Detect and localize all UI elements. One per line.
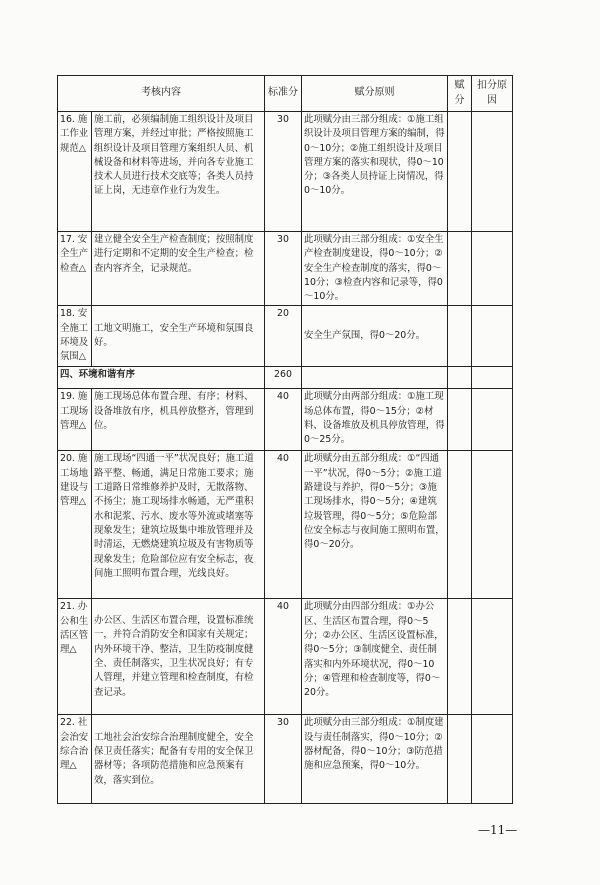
item-principle: 此项赋分由五部分组成：①“四通一平”状况，得0～5分；②施工道路建设与养护，得0～5分；③施工现场排水，得0～5分；④建筑垃圾管理，得0～5分；⑤危险部位安全标志与夜间施工照明布置，得0～20分。 [302, 451, 448, 599]
item-content: 建立健全安全生产检查制度；按照制度进行定期和不定期的安全生产检查；检查内容齐全，记录规范。 [92, 232, 265, 306]
item-content: 工地文明施工，安全生产环境和氛围良好。 [92, 306, 265, 367]
header-principle: 赋分原则 [302, 76, 448, 112]
item-deduct-reason-cell [472, 389, 513, 451]
item-name: 20. 施工场地建设与管理△ [58, 451, 92, 599]
item-standard-score: 30 [265, 232, 302, 306]
item-standard-score: 20 [265, 306, 302, 367]
header-content: 考核内容 [58, 76, 265, 112]
item-score-cell [448, 599, 472, 715]
assessment-table [57, 75, 513, 804]
item-standard-score: 30 [265, 715, 302, 804]
item-deduct-reason-cell [472, 112, 513, 232]
item-principle: 此项赋分由三部分组成：①制度建设与责任制落实，得0～10分；②器材配备，得0～10分；③防范措施和应急预案，得0～10分。 [302, 715, 448, 804]
table-row [58, 599, 513, 715]
header-deduct-reason: 扣分原因 [472, 76, 513, 112]
section-empty-cell [472, 367, 513, 389]
header-standard-score: 标准分 [265, 76, 302, 112]
table-row [58, 112, 513, 232]
item-content: 办公区、生活区布置合理，设置标准统一，并符合消防安全和国家有关规定；内外环境干净、整洁，卫生防疫制度健全、责任制落实，卫生状况良好；有专人管理，并建立管理和检查制度，有检查记录。 [92, 599, 265, 715]
item-name: 22. 社会治安综合治理△ [58, 715, 92, 804]
item-name: 16. 施工作业规范△ [58, 112, 92, 232]
table-row [58, 232, 513, 306]
table-row [58, 715, 513, 804]
item-score-cell [448, 715, 472, 804]
item-name: 18. 安全施工环境及氛围△ [58, 306, 92, 367]
item-score-cell [448, 451, 472, 599]
item-name: 19. 施工现场管理△ [58, 389, 92, 451]
item-principle: 此项赋分由两部分组成：①施工现场总体布置，得0～15分；②材料、设备堆放及机具停放管理，得0～25分。 [302, 389, 448, 451]
item-content: 施工现场总体布置合理、有序；材料、设备堆放有序，机具停放整齐，管理到位。 [92, 389, 265, 451]
item-score-cell [448, 112, 472, 232]
item-score-cell [448, 232, 472, 306]
item-score-cell [448, 306, 472, 367]
table-row [58, 389, 513, 451]
table-row [58, 306, 513, 367]
item-content: 施工前，必须编制施工组织设计及项目管理方案，并经过审批；严格按照施工组织设计及项目管理方案组织人员、机械设备和材料等进场，并向各专业施工技术人员进行技术交底等；各类人员持证上岗，无违章作业行为发生。 [92, 112, 265, 232]
item-principle: 此项赋分由四部分组成：①办公区、生活区布置合理，得0～5分；②办公区、生活区设置标准，得0～5分；③制度健全、责任制落实和内外环境状况，得0～10分；④管理和检查制度等，得0～20分。 [302, 599, 448, 715]
item-standard-score: 40 [265, 389, 302, 451]
page-number: —11— [478, 823, 518, 837]
item-deduct-reason-cell [472, 451, 513, 599]
item-standard-score: 40 [265, 451, 302, 599]
table-header-row [58, 76, 513, 112]
item-standard-score: 30 [265, 112, 302, 232]
header-score: 赋分 [448, 76, 472, 112]
section-row [58, 367, 513, 389]
item-deduct-reason-cell [472, 715, 513, 804]
item-name: 21. 办公和生活区管理△ [58, 599, 92, 715]
item-score-cell [448, 389, 472, 451]
item-deduct-reason-cell [472, 306, 513, 367]
section-empty-cell [448, 367, 472, 389]
section-score: 260 [265, 367, 302, 389]
section-empty-cell [302, 367, 448, 389]
item-principle: 此项赋分由三部分组成：①施工组织设计及项目管理方案的编制，得0～10分；②施工组织设计及项目管理方案的落实和现状，得0～10分；③各类人员持证上岗情况，得0～10分。 [302, 112, 448, 232]
item-standard-score: 40 [265, 599, 302, 715]
item-name: 17. 安全生产检查△ [58, 232, 92, 306]
table-row [58, 451, 513, 599]
item-content: 施工现场“四通一平”状况良好；施工道路平整、畅通，满足日常施工要求；施工道路日常维修养护及时，无散落物、不扬尘；施工现场排水畅通，无严重积水和泥浆、污水、废水等外流或堵塞等现象发生；建筑垃圾集中堆放管理并及时清运，无燃烧建筑垃圾及有害物质等现象发生；危险部位应有安全标志，夜间施工照明布置合理，光线良好。 [92, 451, 265, 599]
item-principle: 此项赋分由三部分组成：①安全生产检查制度建设，得0～10分；②安全生产检查制度的落实，得0～10分；③检查内容和记录等，得0～10分。 [302, 232, 448, 306]
item-content: 工地社会治安综合治理制度健全，安全保卫责任落实；配备有专用的安全保卫器材等；各项防范措施和应急预案有效，落实到位。 [92, 715, 265, 804]
item-principle: 安全生产氛围，得0～20分。 [302, 306, 448, 367]
item-deduct-reason-cell [472, 232, 513, 306]
item-deduct-reason-cell [472, 599, 513, 715]
section-title: 四、环境和谐有序 [58, 367, 265, 389]
